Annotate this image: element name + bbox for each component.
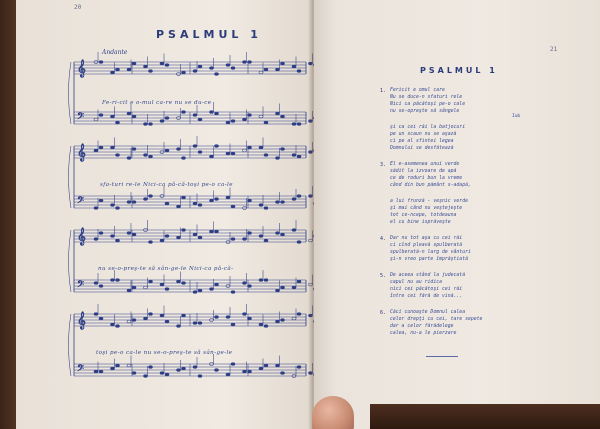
tempo-marking: Andante xyxy=(102,49,128,56)
verse-line: celor drepţi cu cei, tare sepete xyxy=(390,317,483,322)
left-page-number: 20 xyxy=(74,4,82,11)
end-divider xyxy=(426,356,458,357)
svg-text:𝄢: 𝄢 xyxy=(77,279,85,292)
lyric-line-1: Fe-ri-cit e o-mul ca-re nu se du-ce xyxy=(102,100,212,106)
dark-cloth xyxy=(370,404,600,429)
verse-line: ci pe al sfintei legea xyxy=(390,139,454,144)
svg-text:𝄢: 𝄢 xyxy=(77,363,85,376)
svg-text:𝄞: 𝄞 xyxy=(77,143,86,161)
finger-thumb xyxy=(312,396,354,429)
verse-number: 5. xyxy=(380,273,387,279)
verse-line: a lui frunză - veşnic verde xyxy=(390,199,468,204)
verse-line: De aceea stând la judecată xyxy=(390,273,466,278)
verse-number: 3. xyxy=(380,162,387,168)
verse-line: şi ca cei răi la batjocuri xyxy=(390,125,466,130)
left-page-title: PSALMUL 1 xyxy=(156,28,262,41)
music-staves xyxy=(16,0,314,429)
verse-line: între cei fără de vină... xyxy=(390,294,463,299)
lyric-line-3: nu se-o-preş-te să sân-ge-le Nici-ca pă-că- xyxy=(98,266,234,272)
verse-line: ci cînd pleavă spulberată xyxy=(390,243,463,248)
verse-line: capul nu au ridica xyxy=(390,280,442,285)
verse-line: şi-n vreo parte împrăştiată xyxy=(390,257,468,262)
svg-text:𝄞: 𝄞 xyxy=(77,59,86,77)
verse-line: Căci cunoaşte Domnul calea xyxy=(390,310,466,315)
verse-line: şi mai când nu veştejeşte xyxy=(390,206,463,211)
svg-text:𝄢: 𝄢 xyxy=(77,195,85,208)
svg-text:𝄢: 𝄢 xyxy=(77,111,85,124)
verse-line: Fericit e omul care xyxy=(390,88,445,93)
verse-line: nu se-opreşte să sângele xyxy=(390,109,460,114)
lyric-line-4: toşi pe-o ca-le nu se-o-preş-te să sân-ge-le xyxy=(96,350,233,356)
margin-note: Iub xyxy=(512,114,521,119)
verse-line: Nu se duce-n sfaturi rele xyxy=(390,95,463,100)
svg-text:𝄞: 𝄞 xyxy=(77,311,86,329)
verse-line: Dar nu tot aşa cu cei răi xyxy=(390,236,463,241)
right-page-title: PSALMUL 1 xyxy=(420,66,498,75)
right-page-psalm-text xyxy=(314,0,600,429)
verse-line: pe un scaun nu se aşază xyxy=(390,132,457,137)
verse-line: sădit la izvoare de apă xyxy=(390,169,457,174)
verse-line: Nici ca păcătoşi pe-o cale xyxy=(390,102,466,107)
verse-line: calea, nu-a le pierzare xyxy=(390,331,457,336)
left-page-sheet-music xyxy=(16,0,314,429)
verse-line: spulberată-n larg de vânturi xyxy=(390,250,471,255)
verse-line: el cu bine isprăveşte xyxy=(390,220,451,225)
verse-line: dar a celor fărădelege xyxy=(390,324,454,329)
lyric-line-2: sfa-turi re-le Nici-ca pă-că-toşi pe-o ca-le xyxy=(100,182,233,188)
right-page-number: 21 xyxy=(550,46,558,53)
verse-number: 1. xyxy=(380,88,387,94)
verse-line: când din bun pământ s-adapă, xyxy=(390,183,471,188)
svg-text:𝄞: 𝄞 xyxy=(77,227,86,245)
verse-line: tot ce-ncepe, totdeauna xyxy=(390,213,457,218)
verse-line: nici cei păcătoşi cei răi xyxy=(390,287,463,292)
verse-number: 6. xyxy=(380,310,387,316)
verse-line: El e-asemenea unui verde xyxy=(390,162,460,167)
verse-number: 4. xyxy=(380,236,387,242)
verse-line: ce de roduri bun la vreme xyxy=(390,176,463,181)
verse-line: Domnului se desfătează xyxy=(390,146,454,151)
